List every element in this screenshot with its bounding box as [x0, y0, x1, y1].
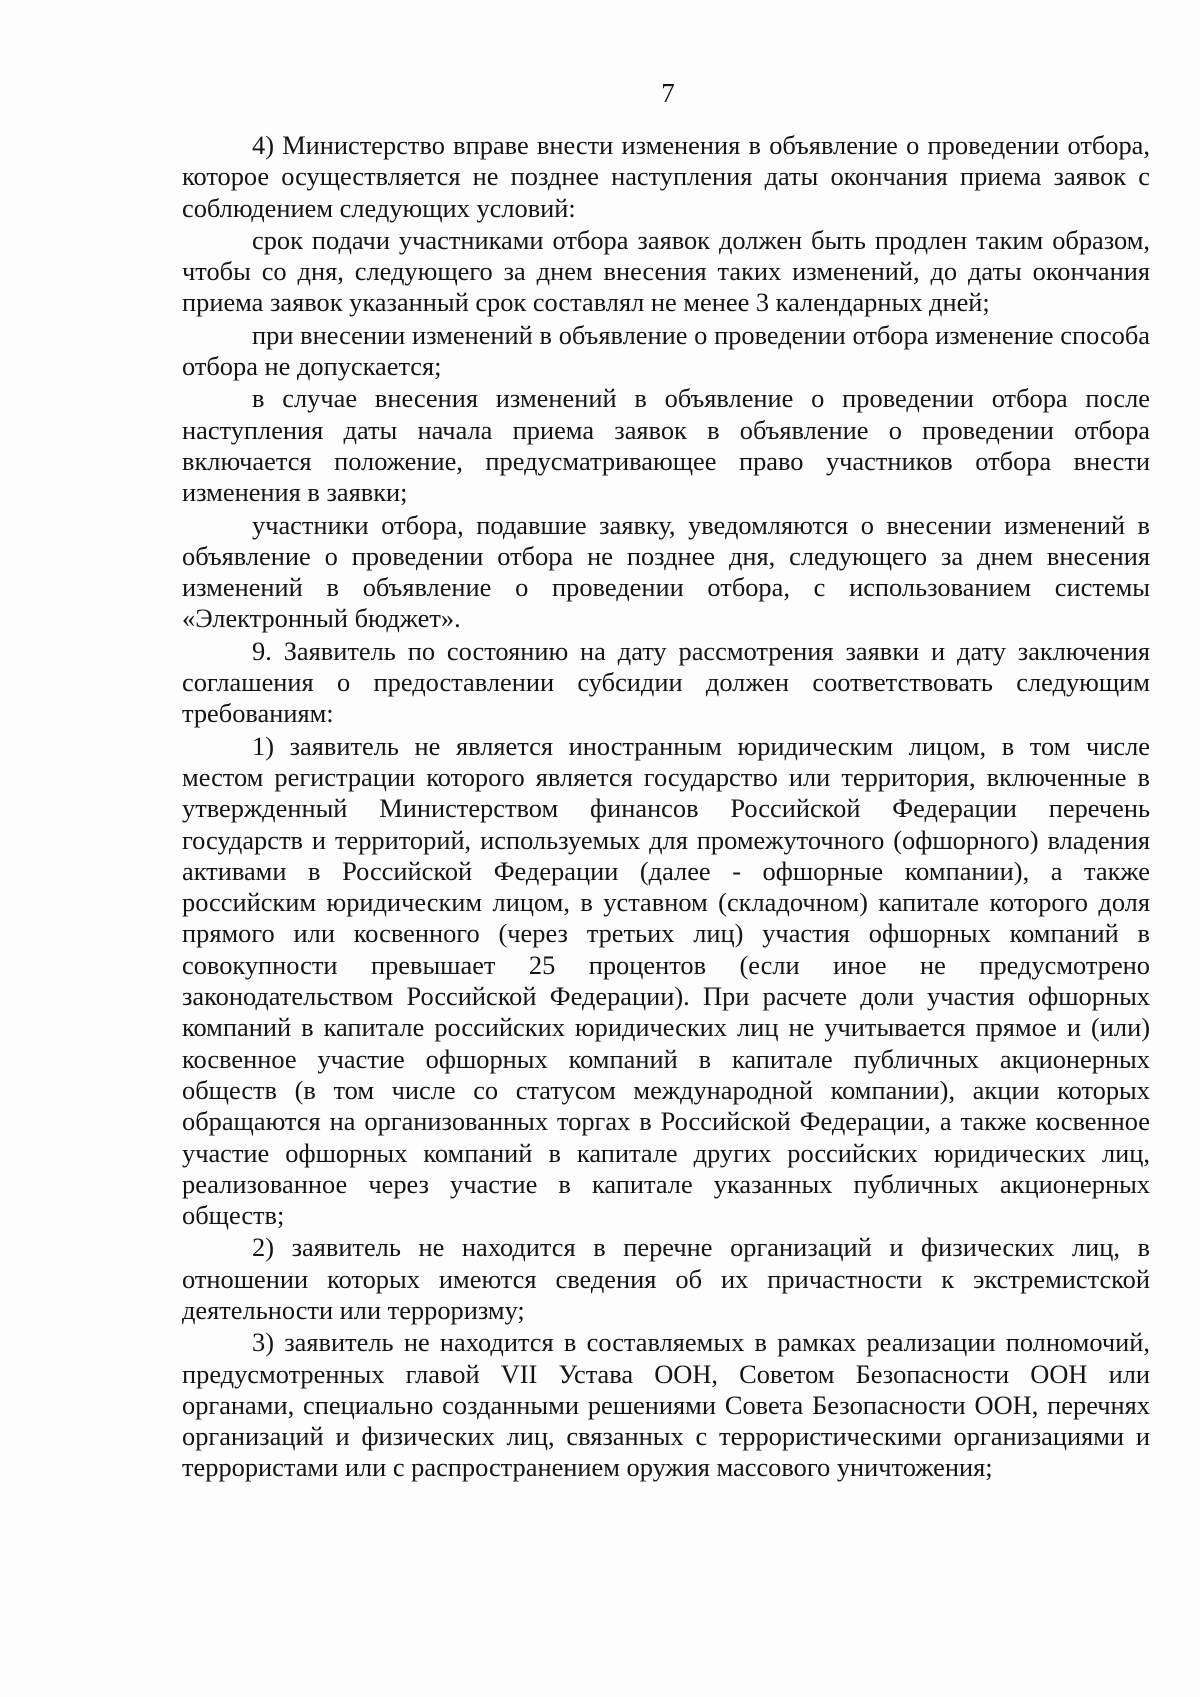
- paragraph-participant-notification: участники отбора, подавшие заявку, уведомляются о внесении изменений в объявление о проведении отбора не позднее дня, следующего за днем внесения изменений в объявление о проведении отбора, с использованием системы «Электронный бюджет».: [182, 509, 1150, 634]
- paragraph-requirement-1: 1) заявитель не является иностранным юридическим лицом, в том числе местом регистрации которого является государство или территория, включенные в утвержденный Министерством финансов Российской Федерации перечень государств и территорий, используемых для промежуточного (офшорного) владения активами в Российской Федерации (далее - офшорные компании), а также российским юридическим лицом, в уставном (складочном) капитале которого доля прямого или косвенного (через третьих лиц) участия офшорных компаний в совокупности превышает 25 процентов (если иное не предусмотрено законодательством Российской Федерации). При расчете доли участия офшорных компаний в капитале российских юридических лиц не учитывается прямое и (или) косвенное участие офшорных компаний в капитале публичных акционерных обществ (в том числе со статусом международной компании), акции которых обращаются на организованных торгах в Российской Федерации, а также косвенное участие офшорных компаний в капитале других российских юридических лиц, реализованное через участие в капитале указанных публичных акционерных обществ;: [182, 730, 1150, 1231]
- paragraph-section-9: 9. Заявитель по состоянию на дату рассмотрения заявки и дату заключения соглашения о предоставлении субсидии должен соответствовать следующим требованиям:: [182, 635, 1150, 729]
- document-body: [182, 130, 1150, 1484]
- page-number: 7: [661, 78, 675, 108]
- paragraph-selection-method: при внесении изменений в объявление о проведении отбора изменение способа отбора не допускается;: [182, 319, 1150, 382]
- paragraph-requirement-3: 3) заявитель не находится в составляемых в рамках реализации полномочий, предусмотренных главой VII Устава ООН, Советом Безопасности ООН или органами, специально созданными решениями Совета Безопасности ООН, перечнях организаций и физических лиц, связанных с террористическими организациями и террористами или с распространением оружия массового уничтожения;: [182, 1327, 1150, 1483]
- paragraph-deadline-extension: срок подачи участниками отбора заявок должен быть продлен таким образом, чтобы со дня, следующего за днем внесения таких изменений, до даты окончания приема заявок указанный срок составлял не менее 3 календарных дней;: [182, 224, 1150, 318]
- paragraph-requirement-2: 2) заявитель не находится в перечне организаций и физических лиц, в отношении которых имеются сведения об их причастности к экстремистской деятельности или терроризму;: [182, 1232, 1150, 1325]
- paragraph-item-4: 4) Министерство вправе внести изменения в объявление о проведении отбора, которое осуществляется не позднее наступления даты окончания приема заявок с соблюдением следующих условий:: [182, 130, 1150, 223]
- paragraph-application-changes: в случае внесения изменений в объявление о проведении отбора после наступления даты начала приема заявок в объявление о проведении отбора включается положение, предусматривающее право участников отбора внести изменения в заявки;: [182, 383, 1150, 508]
